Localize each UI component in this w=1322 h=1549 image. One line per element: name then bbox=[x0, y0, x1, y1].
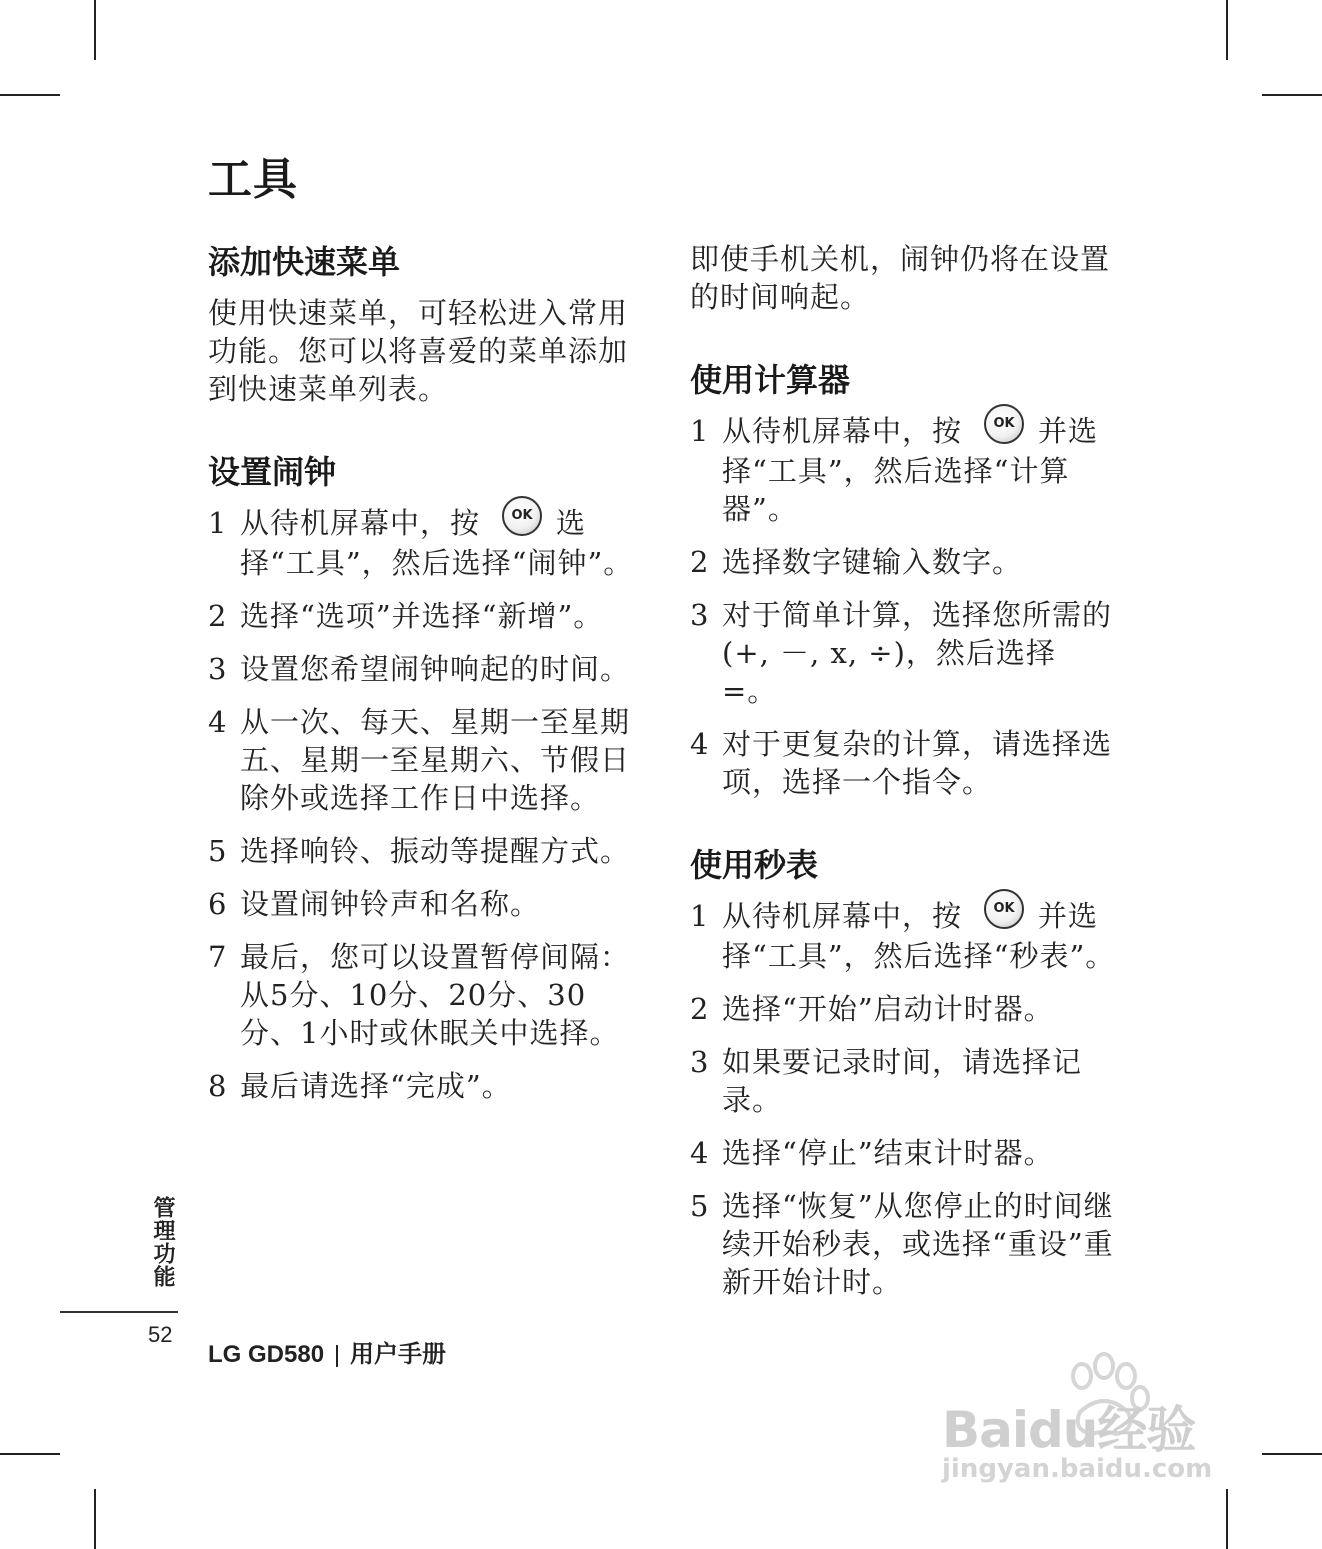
calculator-steps bbox=[690, 412, 1120, 801]
step-text-after: 并选择“工具”，然后选择“秒表”。 bbox=[722, 899, 1116, 973]
list-item bbox=[208, 885, 638, 923]
left-column bbox=[208, 240, 638, 1147]
step-number: 7 bbox=[208, 940, 228, 974]
page-title: 工具 bbox=[208, 154, 298, 205]
step-text-before: 从待机屏幕中，按 bbox=[722, 899, 963, 933]
ok-key-icon: OK bbox=[984, 404, 1024, 444]
step-text: 设置闹钟铃声和名称。 bbox=[240, 887, 541, 921]
list-item bbox=[208, 1067, 638, 1105]
footer-manual: 用户手册 bbox=[350, 1341, 447, 1368]
step-text-after: 选择“工具”，然后选择“闹钟”。 bbox=[240, 506, 634, 580]
crop-mark bbox=[94, 0, 96, 60]
section-stopwatch bbox=[690, 843, 1120, 1301]
crop-mark bbox=[0, 1453, 60, 1455]
crop-mark bbox=[1262, 94, 1322, 96]
step-number: 4 bbox=[208, 705, 228, 739]
list-item bbox=[690, 412, 1120, 528]
step-number: 1 bbox=[208, 506, 228, 540]
list-item bbox=[208, 504, 638, 582]
list-item bbox=[690, 990, 1120, 1028]
step-text bbox=[240, 504, 638, 582]
step-text bbox=[722, 412, 1120, 528]
step-number: 5 bbox=[690, 1189, 710, 1223]
step-text: 选择“选项”并选择“新增”。 bbox=[240, 599, 604, 633]
section-heading: 设置闹钟 bbox=[208, 453, 337, 491]
list-item bbox=[208, 703, 638, 817]
ok-key-icon: OK bbox=[502, 496, 542, 536]
step-text-before: 从待机屏幕中，按 bbox=[240, 506, 481, 540]
alarm-steps bbox=[208, 504, 638, 1105]
step-text: 选择“停止”结束计时器。 bbox=[722, 1136, 1054, 1170]
watermark-brand: Baidu经验 bbox=[942, 1401, 1196, 1459]
list-item bbox=[690, 725, 1120, 801]
step-text: 对于更复杂的计算，请选择选项，选择一个指令。 bbox=[722, 727, 1113, 799]
stopwatch-steps bbox=[690, 897, 1120, 1301]
list-item bbox=[690, 1134, 1120, 1172]
section-alarm-continued bbox=[690, 240, 1120, 316]
section-heading: 使用计算器 bbox=[690, 361, 851, 399]
crop-mark bbox=[94, 1489, 96, 1549]
section-alarm bbox=[208, 450, 638, 1105]
step-text: 选择响铃、振动等提醒方式。 bbox=[240, 834, 631, 868]
list-item bbox=[690, 897, 1120, 975]
step-text: 选择“开始”启动计时器。 bbox=[722, 992, 1054, 1026]
step-text-before: 从待机屏幕中，按 bbox=[722, 414, 963, 448]
list-item bbox=[208, 650, 638, 688]
crop-mark bbox=[1262, 1453, 1322, 1455]
step-number: 3 bbox=[690, 598, 710, 632]
list-item bbox=[208, 832, 638, 870]
step-number: 8 bbox=[208, 1069, 228, 1103]
step-number: 6 bbox=[208, 887, 228, 921]
right-column bbox=[690, 240, 1120, 1343]
step-number: 2 bbox=[690, 545, 710, 579]
section-quick-menu bbox=[208, 240, 638, 408]
side-rule-divider bbox=[60, 1311, 178, 1313]
step-text: 最后请选择“完成”。 bbox=[240, 1069, 512, 1103]
step-number: 3 bbox=[690, 1045, 710, 1079]
list-item bbox=[208, 938, 638, 1052]
footer-model: LG GD580 bbox=[208, 1341, 325, 1368]
step-number: 4 bbox=[690, 727, 710, 761]
intro-paragraph: 即使手机关机，闹钟仍将在设置的时间响起。 bbox=[690, 242, 1111, 314]
section-heading: 添加快速菜单 bbox=[208, 243, 401, 281]
step-text bbox=[722, 897, 1120, 975]
step-text: 如果要记录时间，请选择记录。 bbox=[722, 1045, 1083, 1117]
step-number: 4 bbox=[690, 1136, 710, 1170]
section-heading: 使用秒表 bbox=[690, 846, 819, 884]
watermark-url: jingyan.baidu.com bbox=[942, 1454, 1213, 1484]
step-number: 1 bbox=[690, 414, 710, 448]
crop-mark bbox=[1226, 0, 1228, 60]
list-item bbox=[690, 1043, 1120, 1119]
crop-mark bbox=[0, 94, 60, 96]
step-number: 3 bbox=[208, 652, 228, 686]
step-text: 从一次、每天、星期一至星期五、星期一至星期六、节假日除外或选择工作日中选择。 bbox=[240, 705, 631, 815]
section-paragraph: 使用快速菜单，可轻松进入常用功能。您可以将喜爱的菜单添加到快速菜单列表。 bbox=[208, 296, 629, 406]
step-number: 1 bbox=[690, 899, 710, 933]
step-number: 2 bbox=[690, 992, 710, 1026]
baidu-watermark bbox=[930, 1350, 1250, 1500]
step-number: 2 bbox=[208, 599, 228, 633]
section-calculator bbox=[690, 358, 1120, 801]
chapter-side-label: 管理功能 bbox=[150, 1196, 175, 1288]
list-item bbox=[690, 543, 1120, 581]
step-text: 设置您希望闹钟响起的时间。 bbox=[240, 652, 631, 686]
list-item bbox=[690, 596, 1120, 710]
list-item bbox=[208, 597, 638, 635]
ok-key-icon: OK bbox=[984, 889, 1024, 929]
step-text: 选择“恢复”从您停止的时间继续开始秒表，或选择“重设”重新开始计时。 bbox=[722, 1189, 1114, 1299]
list-item bbox=[690, 1187, 1120, 1301]
step-text: 最后，您可以设置暂停间隔：从5分、10分、20分、30分、1小时或休眠关中选择。 bbox=[240, 940, 631, 1050]
footer bbox=[208, 1334, 446, 1369]
step-text: 选择数字键输入数字。 bbox=[722, 545, 1023, 579]
step-text: 对于简单计算，选择您所需的(+, －, x, ÷)，然后选择 =。 bbox=[722, 598, 1113, 708]
page-number: 52 bbox=[148, 1322, 173, 1347]
footer-separator bbox=[336, 1345, 338, 1367]
step-text-after: 并选择“工具”，然后选择“计算器”。 bbox=[722, 414, 1099, 526]
step-number: 5 bbox=[208, 834, 228, 868]
